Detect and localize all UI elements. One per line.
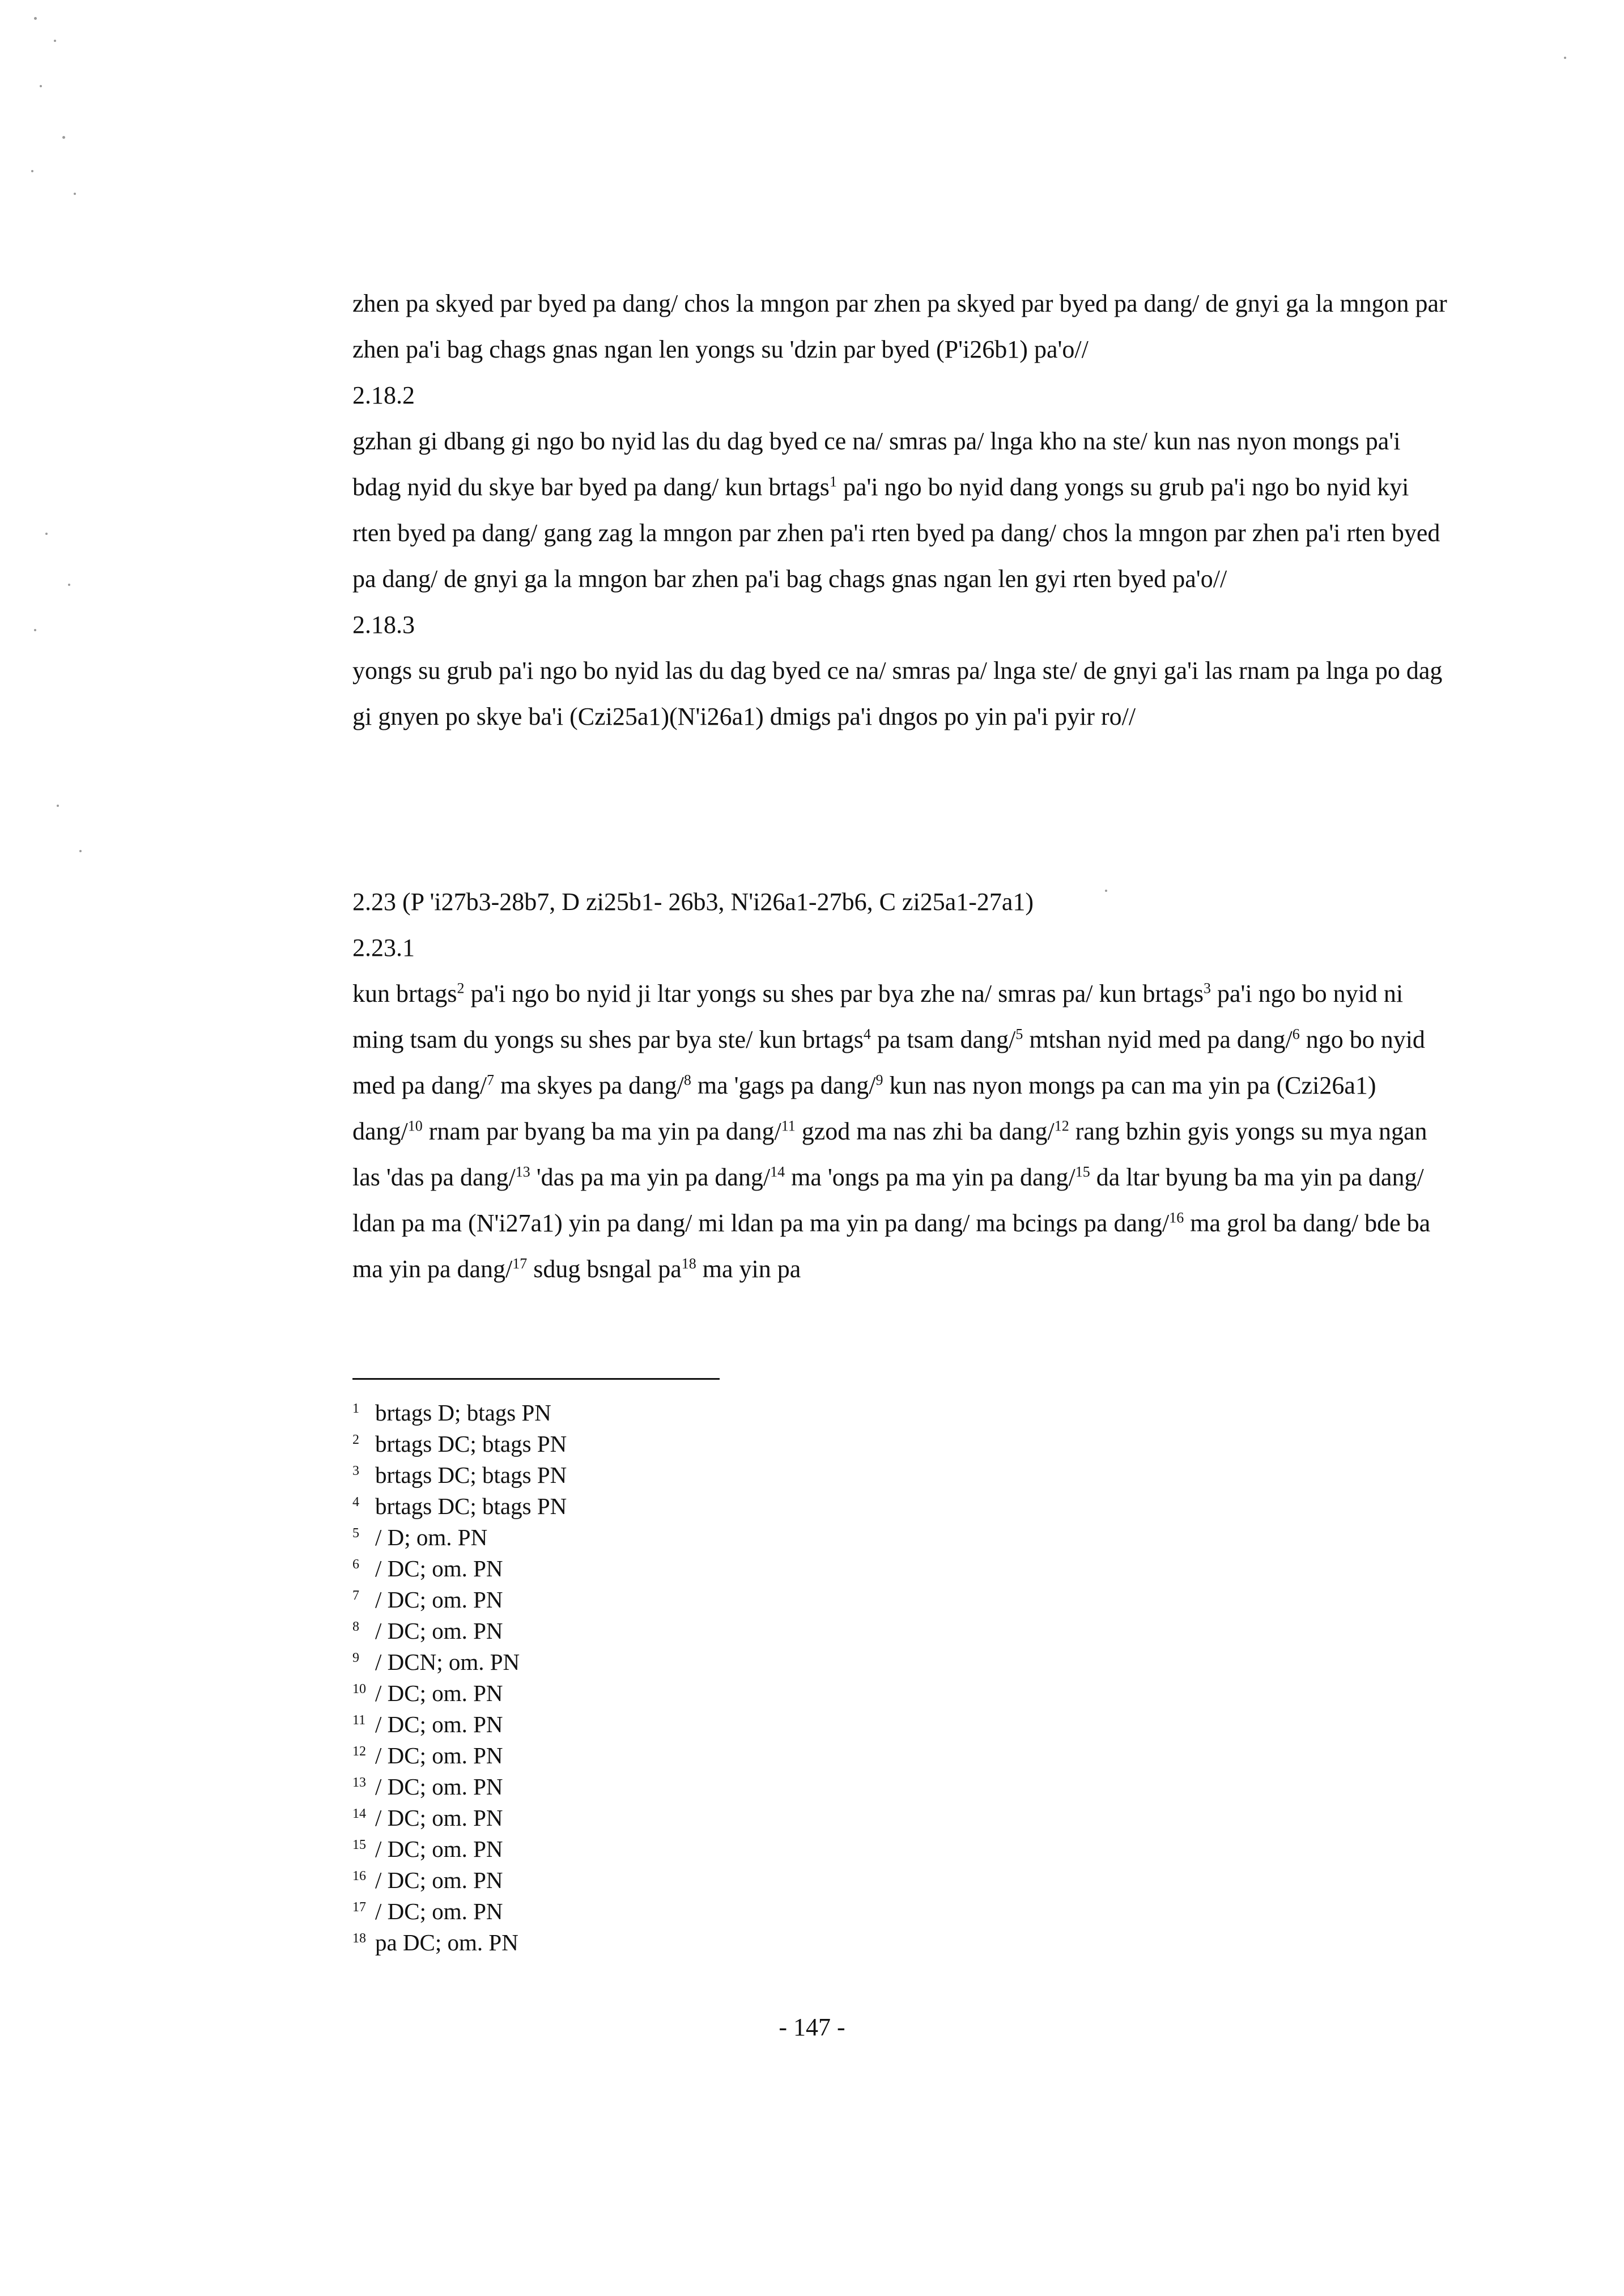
paragraph-text: gzod ma nas zhi ba dang/ <box>795 1117 1055 1145</box>
scan-speck <box>34 17 37 20</box>
footnote-ref: 9 <box>875 1072 883 1089</box>
scan-speck <box>34 629 36 631</box>
footnote-ref: 13 <box>515 1163 530 1180</box>
footnote-ref: 4 <box>863 1026 871 1043</box>
footnote-text: / DC; om. PN <box>375 1587 503 1613</box>
paragraph-text: pa tsam dang/ <box>870 1026 1016 1053</box>
footnote-ref: 5 <box>1015 1026 1023 1043</box>
paragraph-text: sdug bsngal pa <box>527 1255 682 1283</box>
footnote: 6 / DC; om. PN <box>352 1555 503 1581</box>
footnote-ref: 7 <box>487 1072 495 1089</box>
paragraph <box>352 418 1452 602</box>
footnote-ref: 3 <box>1204 980 1211 997</box>
scan-speck <box>57 805 59 807</box>
scan-speck <box>40 85 42 87</box>
paragraph-text: gzhan gi dbang gi ngo bo nyid las du dag byed ce na/ smras pa/ lnga kho na ste/ kun nas nyon mongs pa'i bdag nyid du skye bar byed pa dang/ kun brtags <box>352 427 1401 501</box>
paragraph-text: ma skyes pa dang/ <box>494 1072 684 1099</box>
footnote: 16 / DC; om. PN <box>352 1867 503 1893</box>
paragraph-text: mtshan nyid med pa dang/ <box>1023 1026 1293 1053</box>
footnote: 4 brtags DC; btags PN <box>352 1493 567 1519</box>
paragraph-text: kun brtags <box>352 980 457 1007</box>
paragraph-text: pa'i ngo bo nyid ni ming tsam du yongs su shes par bya ste/ kun brtags <box>352 980 1404 1053</box>
footnote: 15 / DC; om. PN <box>352 1836 503 1862</box>
footnote-text: / DC; om. PN <box>375 1711 503 1737</box>
footnote-ref: 18 <box>681 1255 696 1272</box>
paragraph-text: da ltar byung ba ma yin pa dang/ ldan pa ma (N'i27a1) yin pa dang/ mi ldan pa ma yin pa dang/ ma bcings pa dang/ <box>352 1163 1424 1237</box>
paragraph: zhen pa skyed par byed pa dang/ chos la mngon par zhen pa skyed par byed pa dang/ de gnyi ga la mngon par zhen pa'i bag chags gnas ngan len yongs su 'dzin par byed (P'i26b1) pa'o// <box>352 290 1447 363</box>
footnote: 11 / DC; om. PN <box>352 1711 503 1737</box>
footnote: 7 / DC; om. PN <box>352 1587 503 1613</box>
footnote-text: brtags D; btags PN <box>375 1400 551 1426</box>
subsection-heading: 2.23.1 <box>352 934 415 962</box>
paragraph-text: 'das pa ma yin pa dang/ <box>530 1163 771 1191</box>
scan-speck <box>45 533 48 535</box>
footnote: 18 pa DC; om. PN <box>352 1929 518 1955</box>
footnote-ref: 8 <box>683 1072 691 1089</box>
paragraph-text: rnam par byang ba ma yin pa dang/ <box>422 1117 781 1145</box>
footnote-text: brtags DC; btags PN <box>375 1462 567 1488</box>
section-heading: 2.18.3 <box>352 611 415 639</box>
paragraph <box>352 971 1452 1292</box>
footnote: 17 / DC; om. PN <box>352 1898 503 1924</box>
footnote: 1 brtags D; btags PN <box>352 1400 551 1426</box>
footnote-text: / DC; om. PN <box>375 1680 503 1706</box>
section-2-23-text <box>352 879 1452 1292</box>
scan-speck <box>68 584 70 586</box>
footnote-text: / DC; om. PN <box>375 1742 503 1768</box>
paragraph-text: rang bzhin gyis yongs su mya ngan las 'das pa dang/ <box>352 1117 1427 1191</box>
scan-speck <box>74 193 76 195</box>
paragraph: yongs su grub pa'i ngo bo nyid las du dag byed ce na/ smras pa/ lnga ste/ de gnyi ga'i las rnam pa lnga po dag gi gnyen po skye ba'i (Czi25a1)(N'i26a1) dmigs pa'i dngos po yin pa'i pyir ro// <box>352 657 1443 730</box>
footnote-ref: 14 <box>770 1163 785 1180</box>
footnote: 2 brtags DC; btags PN <box>352 1431 567 1457</box>
footnote-text: pa DC; om. PN <box>375 1929 518 1955</box>
footnote-text: / DC; om. PN <box>375 1805 503 1831</box>
footnote-text: / DC; om. PN <box>375 1555 503 1581</box>
scan-speck <box>54 40 56 42</box>
footnote-ref: 15 <box>1075 1163 1090 1180</box>
footnote-ref: 10 <box>407 1117 423 1134</box>
footnote: 3 brtags DC; btags PN <box>352 1462 567 1488</box>
footnote: 14 / DC; om. PN <box>352 1805 503 1831</box>
footnote-text: / D; om. PN <box>375 1524 488 1550</box>
footnote-text: / DCN; om. PN <box>375 1649 520 1675</box>
footnote: 5 / D; om. PN <box>352 1524 488 1550</box>
paragraph-text: ma grol ba dang/ bde ba ma yin pa dang/ <box>352 1209 1431 1283</box>
scan-speck <box>1564 57 1566 59</box>
section-heading: 2.23 (P 'i27b3-28b7, D zi25b1- 26b3, N'i26a1-27b6, C zi25a1-27a1) <box>352 888 1034 916</box>
footnote-text: / DC; om. PN <box>375 1836 503 1862</box>
footnote-ref: 12 <box>1054 1117 1069 1134</box>
footnote-text: / DC; om. PN <box>375 1618 503 1644</box>
footnote-list <box>352 1397 862 1958</box>
footnote-ref: 6 <box>1292 1026 1300 1043</box>
footnote-ref: 2 <box>457 980 465 997</box>
scan-speck <box>31 170 33 172</box>
paragraph-text: kun nas nyon mongs pa can ma yin pa (Czi26a1) dang/ <box>352 1072 1376 1145</box>
paragraph-text: ma 'ongs pa ma yin pa dang/ <box>785 1163 1075 1191</box>
paragraph-text: ma yin pa <box>696 1255 801 1283</box>
section-heading: 2.18.2 <box>352 381 415 409</box>
footnote-ref: 16 <box>1169 1209 1184 1226</box>
footnote-ref: 17 <box>512 1255 528 1272</box>
paragraph-text: pa'i ngo bo nyid ji ltar yongs su shes par bya zhe na/ smras pa/ kun brtags <box>464 980 1204 1007</box>
footnote-text: brtags DC; btags PN <box>375 1493 567 1519</box>
paragraph-text: ngo bo nyid med pa dang/ <box>352 1026 1425 1099</box>
footnote-text: / DC; om. PN <box>375 1774 503 1800</box>
scan-speck <box>62 136 65 139</box>
scan-speck <box>79 850 82 852</box>
footnote: 8 / DC; om. PN <box>352 1618 503 1644</box>
footnote-text: / DC; om. PN <box>375 1898 503 1924</box>
footnote: 10 / DC; om. PN <box>352 1680 503 1706</box>
footnote-separator <box>352 1378 720 1380</box>
footnote-text: brtags DC; btags PN <box>375 1431 567 1457</box>
footnote: 12 / DC; om. PN <box>352 1742 503 1768</box>
section-2-18-text <box>352 280 1452 739</box>
footnote-ref: 11 <box>781 1117 796 1134</box>
footnote: 13 / DC; om. PN <box>352 1774 503 1800</box>
paragraph-text: ma 'gags pa dang/ <box>691 1072 876 1099</box>
footnote: 9 / DCN; om. PN <box>352 1649 520 1675</box>
page-number: - 147 - <box>779 2013 845 2041</box>
paragraph-text: pa'i ngo bo nyid dang yongs su grub pa'i ngo bo nyid kyi rten byed pa dang/ gang zag la mngon par zhen pa'i rten byed pa dang/ chos la mngon par zhen pa'i rten byed pa dang/ de gnyi ga la mngon bar zhen pa'i bag chags gnas ngan len gyi rten byed pa'o// <box>352 473 1440 593</box>
footnote-ref: 1 <box>829 473 837 490</box>
footnote-text: / DC; om. PN <box>375 1867 503 1893</box>
